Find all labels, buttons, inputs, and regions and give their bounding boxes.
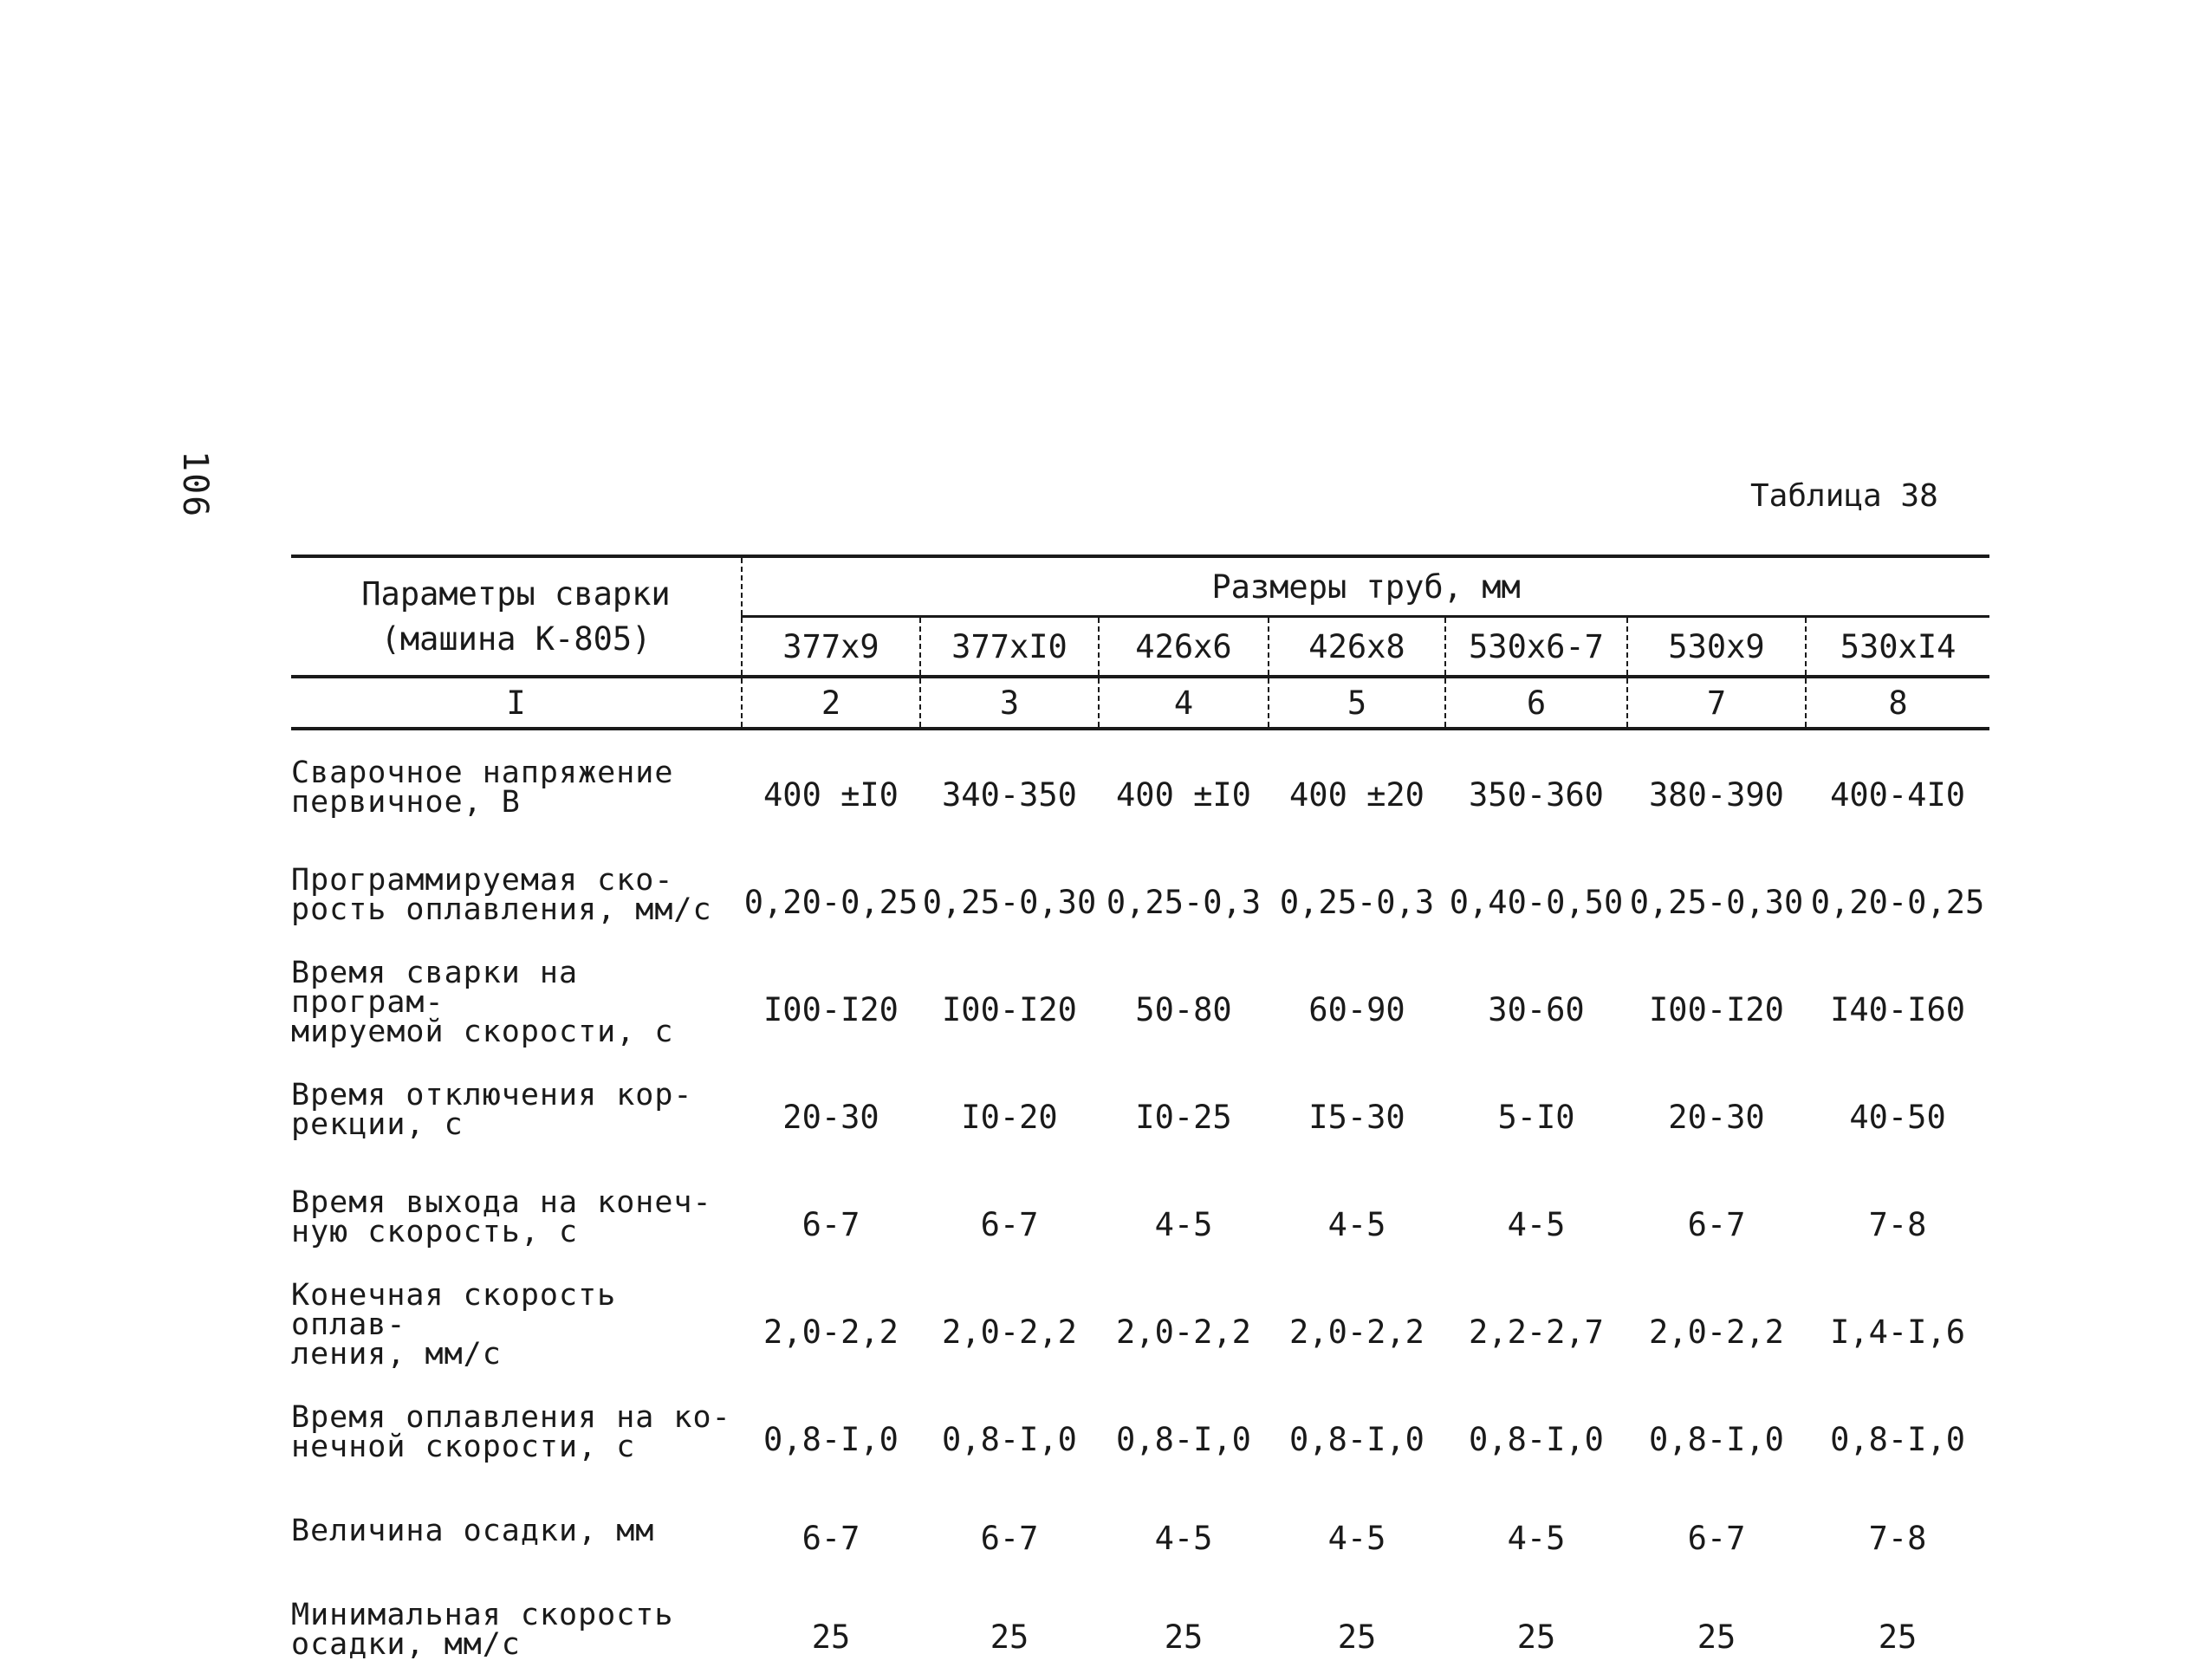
value-cell: 50-80 (1135, 990, 1232, 1028)
value-cell: 0,40-0,50 (1449, 883, 1624, 921)
value-cell: 40-50 (1849, 1098, 1946, 1136)
value-cell: 25 (811, 1618, 851, 1656)
value-cell: 25 (1697, 1618, 1736, 1656)
value-cell: 0,25-0,30 (922, 883, 1097, 921)
param-name-line: ления, мм/с (291, 1337, 502, 1372)
value-cell: 2,0-2,2 (1289, 1313, 1424, 1351)
param-name-line: рекции, с (291, 1107, 464, 1142)
value-cell: 7-8 (1868, 1519, 1927, 1557)
param-name-line: рость оплавления, мм/с (291, 892, 712, 927)
param-name-cell (291, 1375, 742, 1482)
value-cell: I00-I20 (1649, 990, 1784, 1028)
column-number: 4 (1099, 677, 1269, 729)
column-number: 2 (742, 677, 920, 729)
value-cell: I5-30 (1308, 1098, 1405, 1136)
param-name-cell (291, 1053, 742, 1160)
value-cell: I00-I20 (763, 990, 899, 1028)
param-name-cell (291, 1268, 742, 1375)
value-cell: 400 ±I0 (763, 775, 899, 814)
value-cell: 25 (1337, 1618, 1377, 1656)
param-name-line: осадки, мм/с (291, 1627, 521, 1662)
value-cell: 380-390 (1649, 775, 1784, 814)
value-cell: 4-5 (1154, 1519, 1213, 1557)
value-cell: I40-I60 (1830, 990, 1966, 1028)
param-name-cell (291, 1573, 742, 1680)
value-cell: 25 (990, 1618, 1029, 1656)
value-cell: 4-5 (1507, 1519, 1566, 1557)
page-number: 106 (175, 451, 215, 519)
value-cell: I0-20 (961, 1098, 1058, 1136)
value-cell: 2,0-2,2 (942, 1313, 1077, 1351)
value-cell: 0,8-I,0 (1289, 1420, 1424, 1458)
param-name-line: Величина осадки, мм (291, 1514, 655, 1548)
param-name-line: мируемой скорости, с (291, 1015, 674, 1049)
value-cell: 5-I0 (1497, 1098, 1575, 1136)
value-cell: 0,8-I,0 (1649, 1420, 1784, 1458)
param-name-line: первичное, В (291, 785, 521, 820)
param-name-line: Программируемая ско- (291, 863, 674, 898)
value-cell: 0,8-I,0 (942, 1420, 1077, 1458)
value-cell: I,4-I,6 (1830, 1313, 1966, 1351)
table-row (291, 1268, 1989, 1375)
table-row (291, 1053, 1989, 1160)
param-name-line: Минимальная скорость (291, 1598, 674, 1632)
value-cell: 6-7 (980, 1205, 1039, 1243)
value-cell: 25 (1878, 1618, 1918, 1656)
param-name-cell (291, 838, 742, 945)
value-cell: 30-60 (1488, 990, 1585, 1028)
table-row (291, 1573, 1989, 1680)
value-cell: I0-25 (1135, 1098, 1232, 1136)
value-cell: 6-7 (801, 1205, 860, 1243)
value-cell: 6-7 (1687, 1519, 1746, 1557)
pipe-sizes-group-header: Размеры труб, мм (742, 556, 1989, 617)
param-name-line: нечной скорости, с (291, 1430, 636, 1464)
value-cell: 0,25-0,3 (1279, 883, 1435, 921)
value-cell: 60-90 (1308, 990, 1405, 1028)
param-name-line: Сварочное напряжение (291, 756, 674, 790)
value-cell: 6-7 (980, 1519, 1039, 1557)
param-name-cell (291, 945, 742, 1053)
column-number: 5 (1269, 677, 1445, 729)
value-cell: 2,0-2,2 (1649, 1313, 1784, 1351)
value-cell: 400 ±I0 (1116, 775, 1251, 814)
value-cell: 400-4I0 (1830, 775, 1966, 814)
size-header: 377xI0 (920, 617, 1099, 678)
value-cell: 20-30 (782, 1098, 879, 1136)
param-name-cell (291, 1482, 742, 1573)
table-caption: Таблица 38 (1750, 478, 1938, 514)
value-cell: 6-7 (801, 1519, 860, 1557)
value-cell: 350-360 (1469, 775, 1604, 814)
table-row (291, 729, 1989, 838)
welding-parameters-table (291, 555, 1989, 1680)
value-cell: 2,0-2,2 (763, 1313, 899, 1351)
column-number-row (291, 677, 1989, 729)
value-cell: 400 ±20 (1289, 775, 1424, 814)
column-number: I (291, 677, 742, 729)
size-header: 530x9 (1627, 617, 1806, 678)
param-name-line: Время оплавления на ко- (291, 1400, 731, 1435)
table-row (291, 1160, 1989, 1268)
value-cell: 25 (1516, 1618, 1556, 1656)
value-cell: 0,8-I,0 (763, 1420, 899, 1458)
param-header-line-2: (машина К-805) (380, 619, 652, 658)
column-number: 8 (1806, 677, 1989, 729)
param-name-line: Время выхода на конеч- (291, 1185, 712, 1220)
param-name-line: Время сварки на програм- (291, 956, 579, 1020)
size-header: 426x8 (1269, 617, 1445, 678)
value-cell: 0,8-I,0 (1469, 1420, 1604, 1458)
param-name-line: ную скорость, с (291, 1215, 579, 1249)
value-cell: 0,8-I,0 (1830, 1420, 1966, 1458)
value-cell: 340-350 (942, 775, 1077, 814)
param-name-cell (291, 729, 742, 838)
column-number: 3 (920, 677, 1099, 729)
value-cell: 4-5 (1327, 1205, 1386, 1243)
value-cell: 2,0-2,2 (1116, 1313, 1251, 1351)
value-cell: I00-I20 (942, 990, 1077, 1028)
table-row (291, 1482, 1989, 1573)
value-cell: 4-5 (1327, 1519, 1386, 1557)
value-cell: 4-5 (1507, 1205, 1566, 1243)
table-row (291, 838, 1989, 945)
param-name-cell (291, 1160, 742, 1268)
value-cell: 7-8 (1868, 1205, 1927, 1243)
size-header: 426x6 (1099, 617, 1269, 678)
value-cell: 4-5 (1154, 1205, 1213, 1243)
size-header: 377x9 (742, 617, 920, 678)
param-name-line: Конечная скорость оплав- (291, 1278, 617, 1342)
column-number: 7 (1627, 677, 1806, 729)
value-cell: 0,25-0,3 (1106, 883, 1262, 921)
value-cell: 6-7 (1687, 1205, 1746, 1243)
value-cell: 20-30 (1668, 1098, 1765, 1136)
size-header: 530x6-7 (1445, 617, 1627, 678)
table-row (291, 1375, 1989, 1482)
size-header: 530xI4 (1806, 617, 1989, 678)
value-cell: 0,20-0,25 (743, 883, 918, 921)
value-cell: 25 (1164, 1618, 1204, 1656)
column-number: 6 (1445, 677, 1627, 729)
value-cell: 0,8-I,0 (1116, 1420, 1251, 1458)
param-header-line-1: Параметры сварки (361, 574, 671, 613)
value-cell: 0,25-0,30 (1629, 883, 1804, 921)
table-body (291, 729, 1989, 1680)
value-cell: 2,2-2,7 (1469, 1313, 1604, 1351)
value-cell: 0,20-0,25 (1810, 883, 1985, 921)
table-row (291, 945, 1989, 1053)
param-column-header (291, 556, 742, 677)
param-name-line: Время отключения кор- (291, 1078, 693, 1112)
